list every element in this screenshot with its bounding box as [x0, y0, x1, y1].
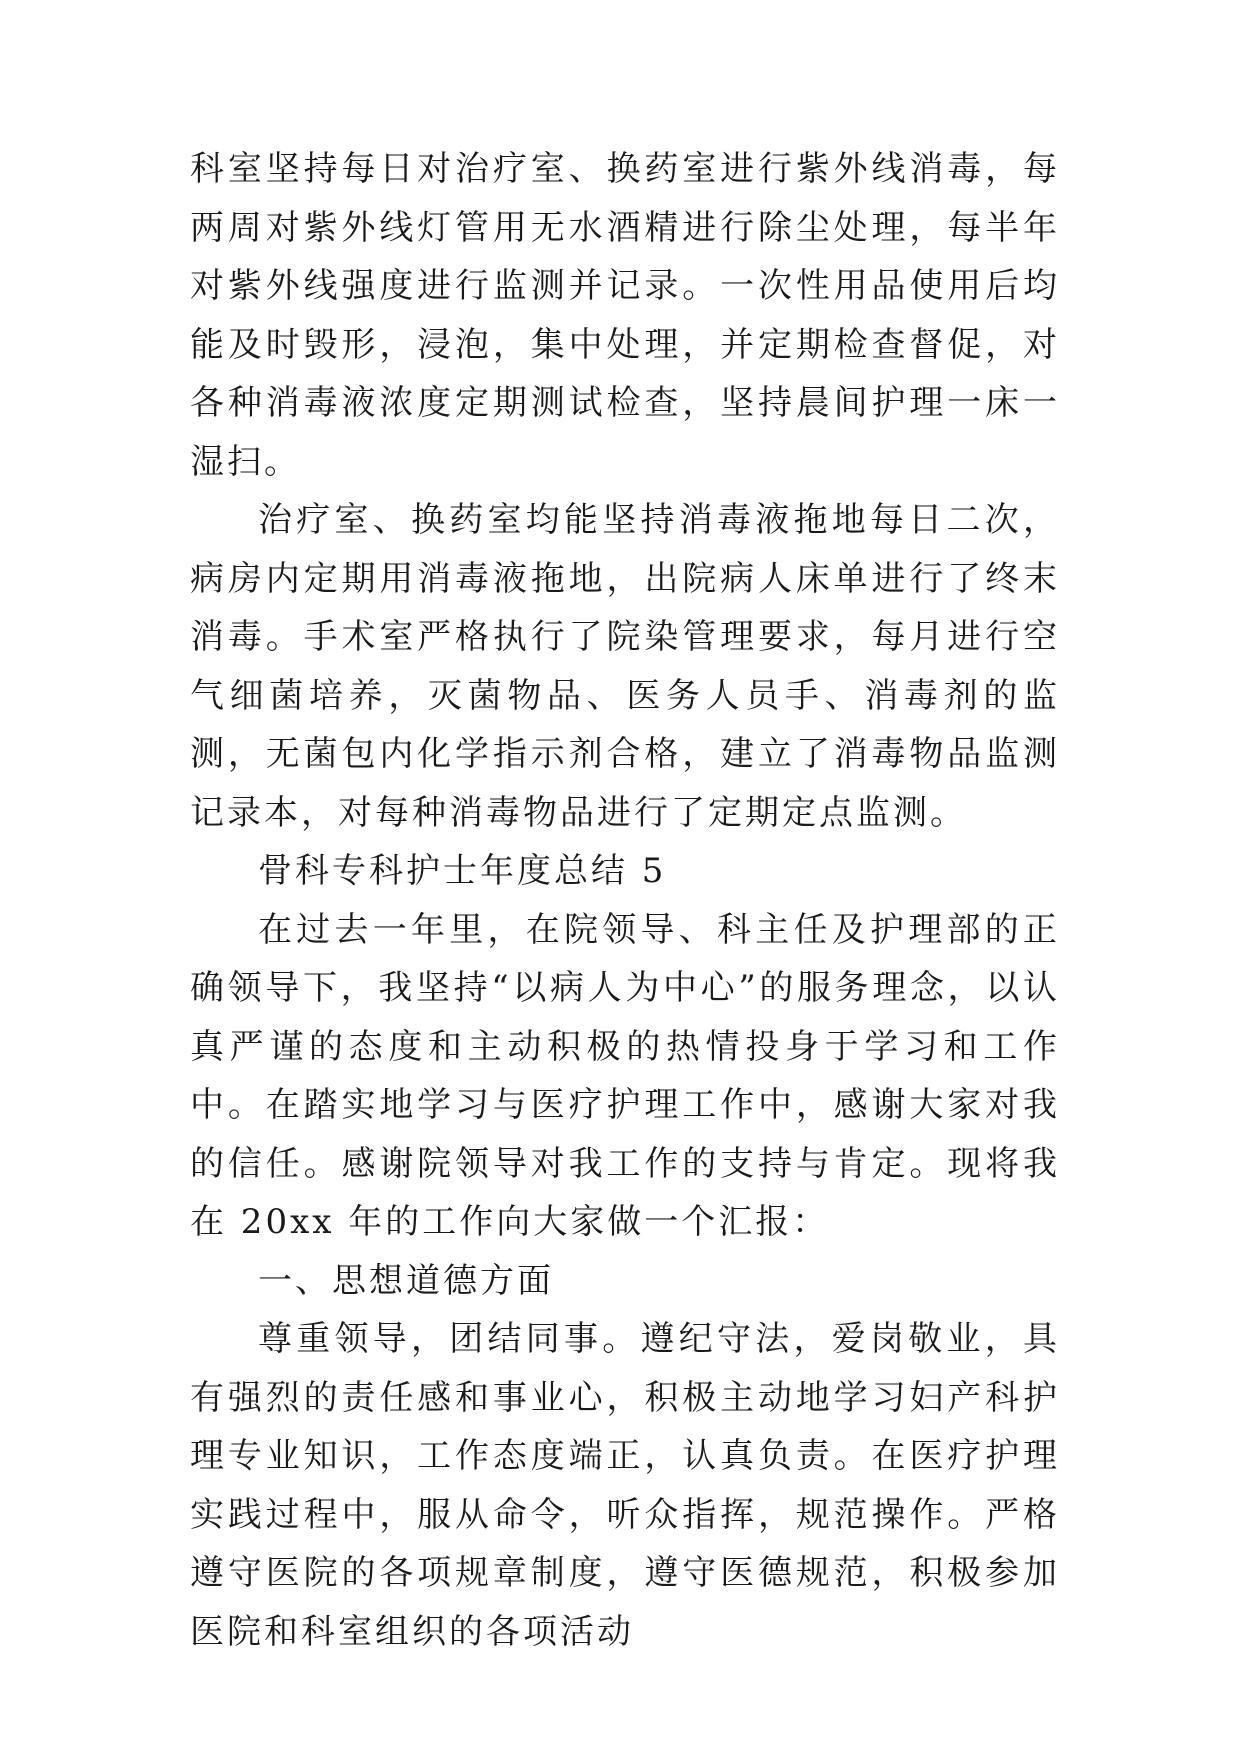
paragraph-disinfection-routine: 科室坚持每日对治疗室、换药室进行紫外线消毒，每两周对紫外线灯管用无水酒精进行除尘处理，每半年对紫外线强度进行监测并记录。一次性用品使用后均能及时毁形，浸泡，集中处理，并定期检查督促，对各种消毒液浓度定期测试检查，坚持晨间护理一床一湿扫。: [190, 149, 1060, 482]
section-heading-ideology-ethics: 一、思想道德方面: [258, 1260, 554, 1301]
paragraph-intro-report: 在过去一年里，在院领导、科主任及护理部的正确领导下，我坚持“以病人为中心”的服务理念，以认真严谨的态度和主动积极的热情投身于学习和工作中。在踏实地学习与医疗护理工作中，感谢大家对我的信任。感谢院领导对我工作的支持与肯定。现将我在 20xx 年的工作向大家做一个汇报：: [190, 909, 1060, 1242]
paragraph-floor-disinfection: 治疗室、换药室均能坚持消毒液拖地每日二次，病房内定期用消毒液拖地，出院病人床单进行了终末消毒。手术室严格执行了院染管理要求，每月进行空气细菌培养，灭菌物品、医务人员手、消毒剂的监测，无菌包内化学指示剂合格，建立了消毒物品监测记录本，对每种消毒物品进行了定期定点监测。: [190, 500, 1060, 833]
section-heading-summary-5: 骨科专科护士年度总结 5: [258, 851, 667, 891]
paragraph-ethics-detail: 尊重领导，团结同事。遵纪守法，爱岗敬业，具有强烈的责任感和事业心，积极主动地学习妇产科护理专业知识，工作态度端正，认真负责。在医疗护理实践过程中，服从命令，听众指挥，规范操作。严格遵守医院的各项规章制度，遵守医德规范，积极参加医院和科室组织的各项活动: [190, 1319, 1060, 1652]
document-body: [190, 140, 1060, 1661]
